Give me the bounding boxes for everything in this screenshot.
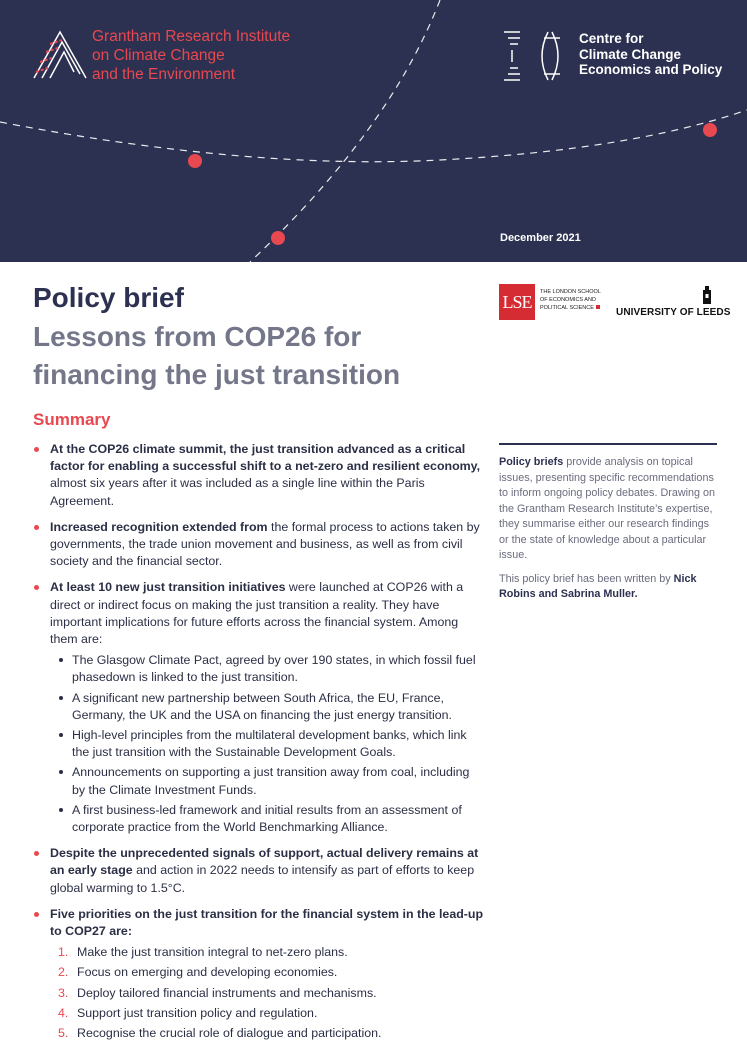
summary-bullet [33, 906, 485, 1042]
gri-logo-icon [32, 28, 88, 84]
initiative-item: High-level principles from the multilateral development banks, which link the just transition with the Sustainable Development Goals. [50, 727, 485, 761]
priority-item [50, 1005, 485, 1022]
bullet-bold: At the COP26 climate summit, the just transition advanced as a critical factor for enabling a successful shift to a net-zero and resilient economy, [50, 442, 481, 474]
lse-line-text: POLITICAL SCIENCE [540, 305, 594, 311]
summary-bullet [33, 579, 485, 836]
orbit-dot [271, 231, 285, 245]
priority-item [50, 1025, 485, 1042]
sidebar-note [499, 443, 717, 611]
lse-name [540, 288, 601, 312]
summary-list [33, 441, 485, 1042]
priority-number: 1. [58, 945, 69, 960]
cccep-line: Centre for [579, 31, 644, 46]
cccep-name [579, 31, 722, 78]
initiative-item: A significant new partnership between South Africa, the EU, France, Germany, the UK and the USA on financing the just energy transition. [50, 690, 485, 724]
priority-number: 4. [58, 1005, 69, 1020]
orbit-dot [703, 123, 717, 137]
priority-item [50, 985, 485, 1002]
bullet-text: were launched at COP26 with a direct or indirect focus on making the just transition a reality. They have important implications for future efforts across the financial system. Among them are: [50, 580, 464, 647]
sidebar-intro [499, 455, 717, 564]
priority-number: 2. [58, 965, 69, 980]
gri-line: and the Environment [92, 66, 236, 83]
initiative-item: The Glasgow Climate Pact, agreed by over 190 states, in which fossil fuel phasedown is linked to the just transition. [50, 652, 485, 686]
lse-line [540, 304, 601, 312]
summary-bullet [33, 441, 485, 510]
bullet-text: the formal process to actions taken by governments, the trade union movement and business, as well as from civil society and the financial sector. [50, 519, 480, 569]
summary-bullet [33, 519, 485, 571]
lse-line: THE LONDON SCHOOL [540, 289, 601, 295]
priority-text: Recognise the crucial role of dialogue and participation. [77, 1026, 382, 1041]
gri-line: on Climate Change [92, 47, 225, 64]
initiative-item: Announcements on supporting a just transition away from coal, including by the Climate Investment Funds. [50, 764, 485, 798]
cccep-logo-icon [500, 28, 570, 84]
page-subtitle: Lessons from COP26 for financing the just transition [33, 321, 401, 390]
priority-item [50, 964, 485, 981]
lse-logo: LSE [499, 284, 535, 320]
summary-heading: Summary [33, 410, 111, 429]
orbit-dot [188, 154, 202, 168]
bullet-text: and action in 2022 needs to intensify as part of efforts to keep global warming to 1.5°C. [50, 863, 475, 895]
priority-number: 5. [58, 1026, 69, 1041]
sidebar-authors [499, 572, 717, 603]
page-title: Policy brief [33, 282, 184, 313]
leeds-tower-icon [698, 286, 716, 304]
initiative-item: A first business-led framework and initial results from an assessment of corporate practice from the World Benchmarking Alliance. [50, 802, 485, 836]
lse-dot-icon [596, 305, 600, 309]
leeds-logo-text: UNIVERSITY OF LEEDS [616, 307, 731, 318]
priority-number: 3. [58, 985, 69, 1000]
gri-name [92, 27, 290, 84]
summary-body [33, 441, 485, 1051]
bullet-bold: Increased recognition extended from [50, 519, 268, 534]
priority-text: Focus on emerging and developing economies. [77, 965, 338, 980]
priorities-list [50, 944, 485, 1042]
bullet-text: almost six years after it was included as a single line within the Paris Agreement. [50, 476, 425, 508]
bullet-bold: Despite the unprecedented signals of support, actual delivery remains at an early stage [50, 846, 479, 878]
priority-item [50, 944, 485, 961]
cccep-line: Economics and Policy [579, 62, 723, 77]
lse-line: OF ECONOMICS AND [540, 297, 596, 303]
priority-text: Make the just transition integral to net-zero plans. [77, 945, 348, 960]
sidebar-intro-text: provide analysis on topical issues, presenting specific recommendations to inform ongoing policy debates. Drawing on the Grantham Research Institute’s expertise, they summarise either our research findings or the state of knowledge about a particular issue. [499, 456, 716, 561]
authors-names: Nick Robins and Sabrina Muller. [499, 572, 697, 600]
gri-line: Grantham Research Institute [92, 28, 291, 45]
bullet-bold: Five priorities on the just transition for the financial system in the lead-up to COP27 are: [50, 906, 484, 939]
priority-text: Support just transition policy and regulation. [77, 1005, 318, 1020]
summary-bullet [33, 845, 485, 897]
publication-date: December 2021 [500, 232, 581, 244]
sidebar-intro-bold: Policy briefs [499, 456, 564, 468]
header-banner [0, 0, 747, 262]
cccep-line: Climate Change [579, 46, 682, 62]
priority-text: Deploy tailored financial instruments and mechanisms. [77, 985, 377, 1000]
authors-lead: This policy brief has been written by [499, 572, 674, 585]
initiatives-list [50, 652, 485, 836]
bullet-bold: At least 10 new just transition initiatives [50, 580, 286, 595]
